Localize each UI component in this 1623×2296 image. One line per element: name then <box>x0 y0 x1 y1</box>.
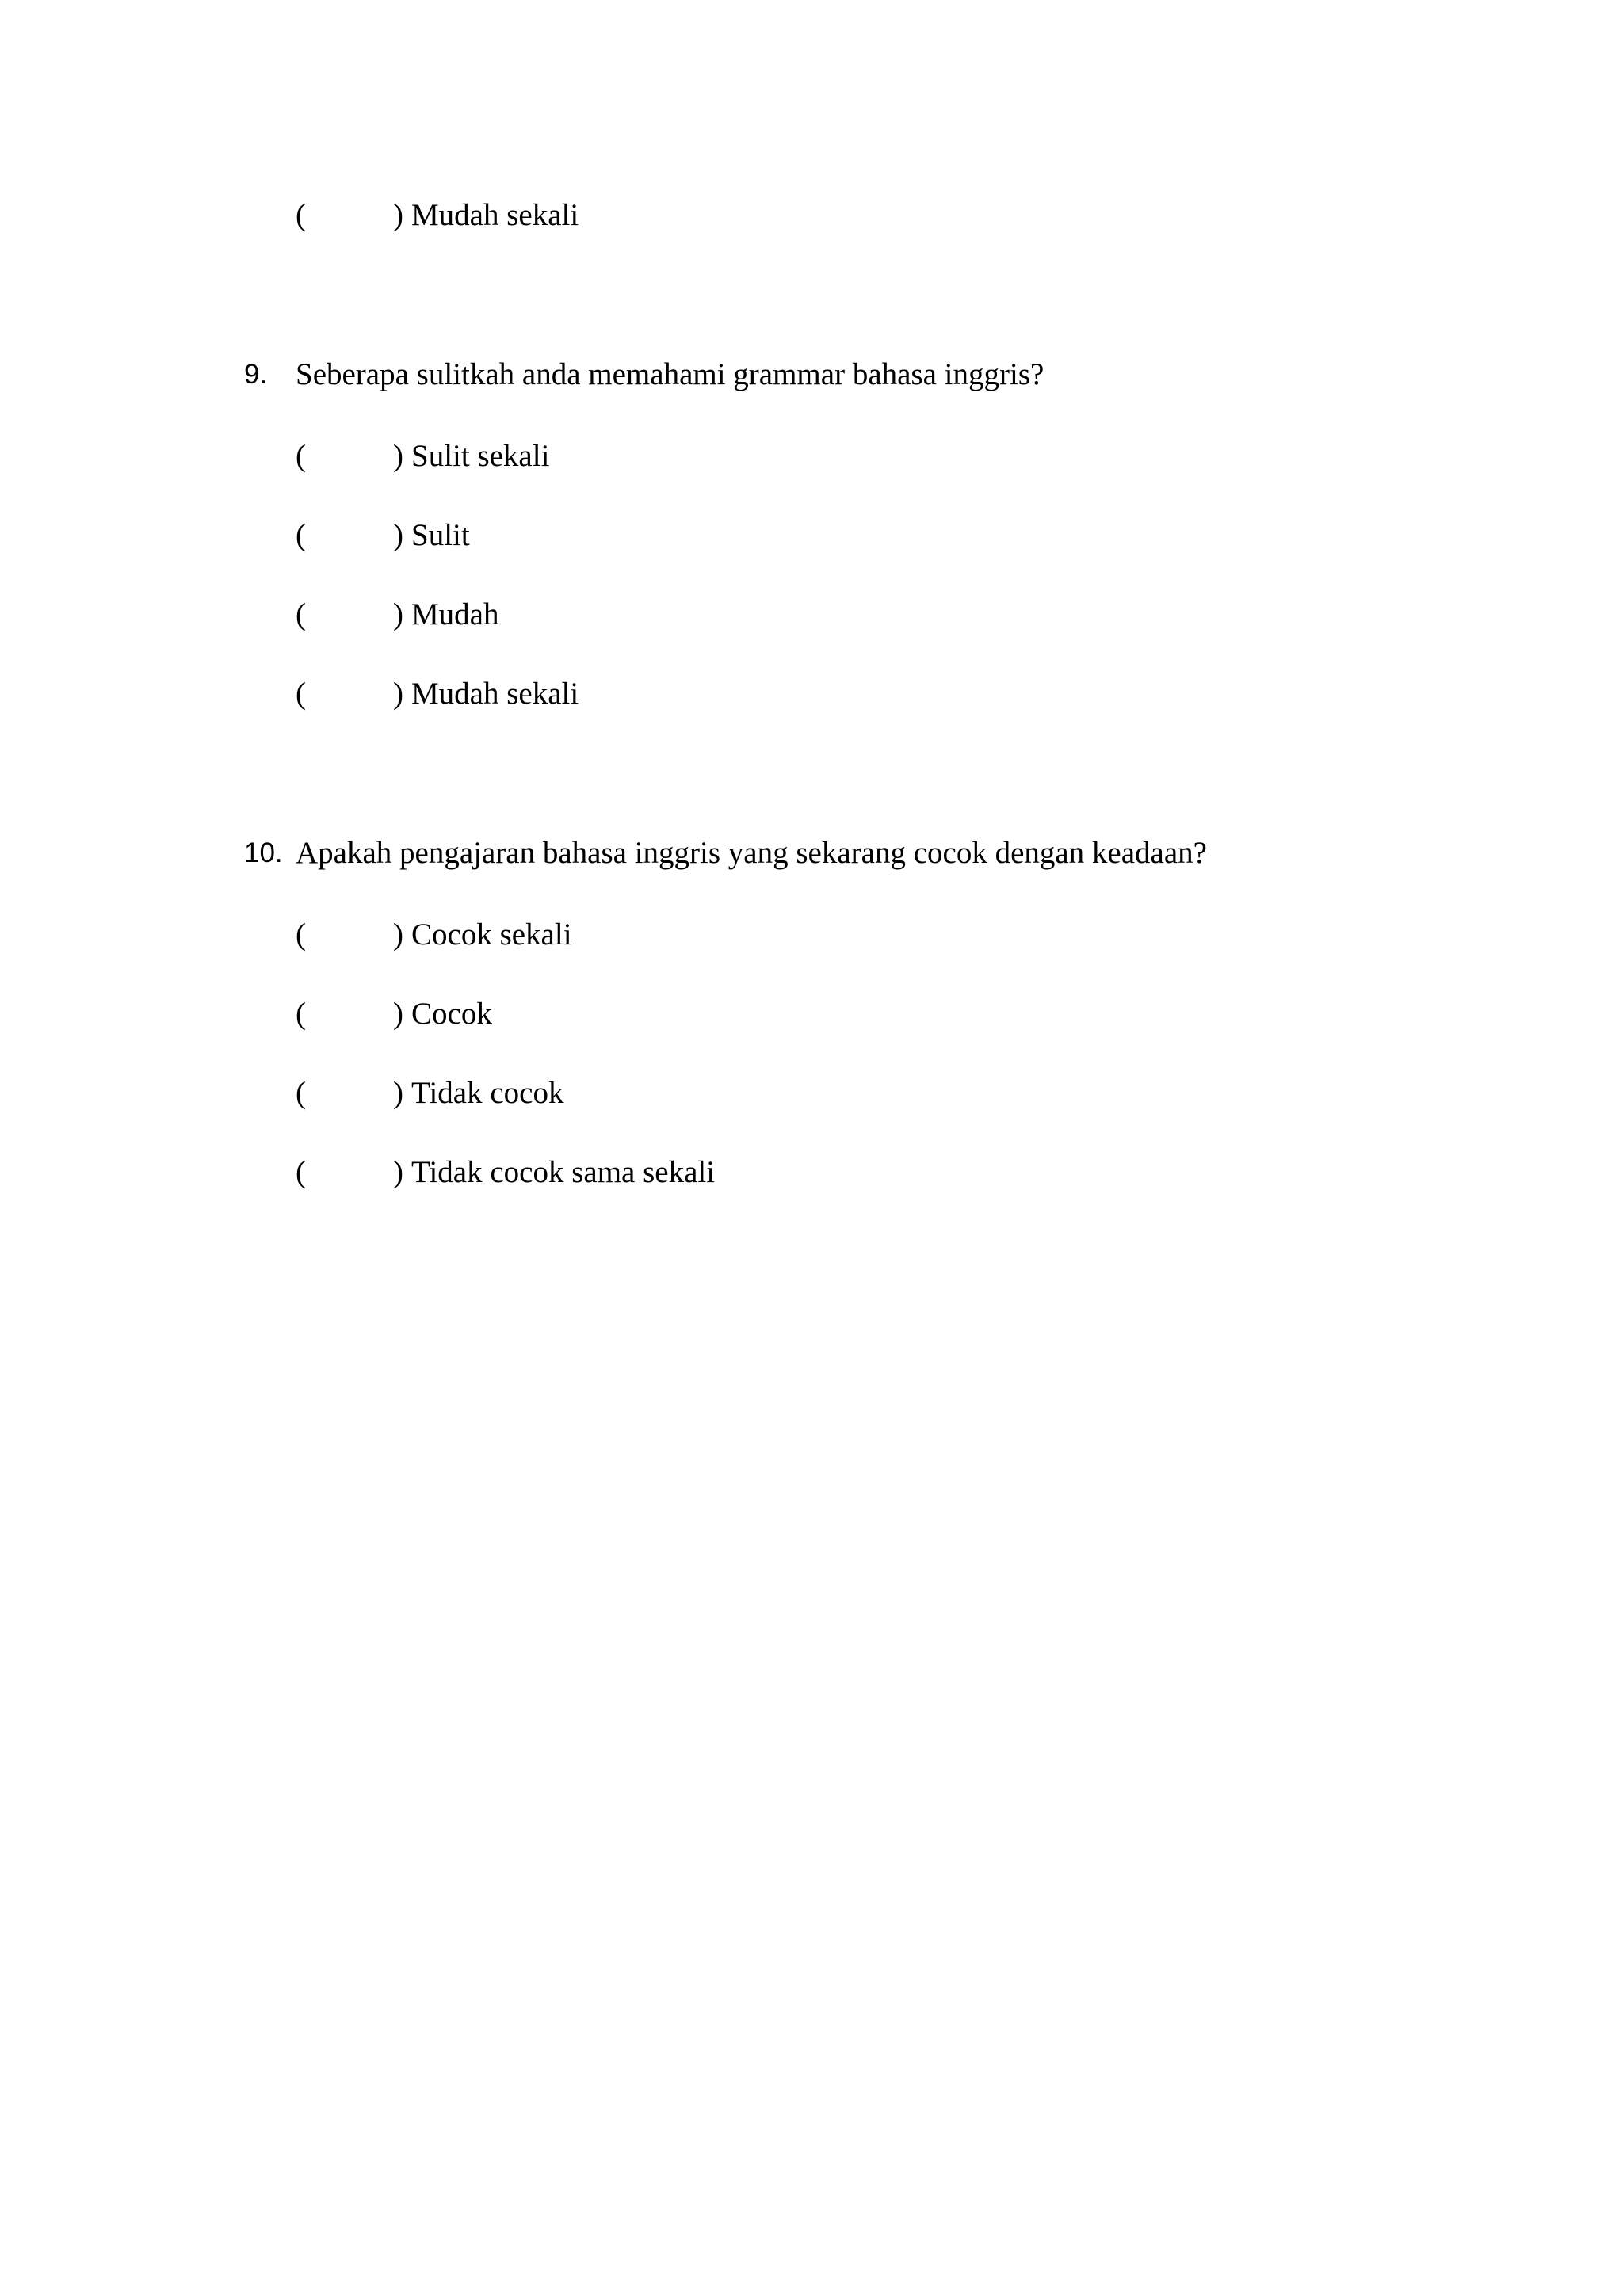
option-open-bracket[interactable]: ( <box>296 198 306 232</box>
option-open-bracket[interactable]: ( <box>296 917 306 952</box>
option-label: Cocok <box>411 997 492 1031</box>
option-open-bracket[interactable]: ( <box>296 597 306 631</box>
option-label: Mudah <box>411 597 499 631</box>
option-label: Cocok sekali <box>411 917 572 952</box>
question-number: 9. <box>244 359 268 390</box>
option-close-bracket: ) <box>393 1076 403 1110</box>
question-text: Apakah pengajaran bahasa inggris yang sekarang cocok dengan keadaan? <box>296 836 1207 870</box>
option-label: Sulit sekali <box>411 439 550 473</box>
option-open-bracket[interactable]: ( <box>296 677 306 711</box>
question-number: 10. <box>244 837 283 868</box>
option-close-bracket: ) <box>393 198 403 232</box>
option-label: Mudah sekali <box>411 677 579 711</box>
option-close-bracket: ) <box>393 997 403 1031</box>
option-close-bracket: ) <box>393 597 403 631</box>
option-close-bracket: ) <box>393 439 403 473</box>
option-label: Sulit <box>411 518 470 552</box>
option-open-bracket[interactable]: ( <box>296 439 306 473</box>
option-close-bracket: ) <box>393 1155 403 1189</box>
option-close-bracket: ) <box>393 518 403 552</box>
option-label: Mudah sekali <box>411 198 579 232</box>
option-open-bracket[interactable]: ( <box>296 518 306 552</box>
option-label: Tidak cocok <box>411 1076 564 1110</box>
option-open-bracket[interactable]: ( <box>296 997 306 1031</box>
option-open-bracket[interactable]: ( <box>296 1155 306 1189</box>
option-label: Tidak cocok sama sekali <box>411 1155 716 1189</box>
question-text: Seberapa sulitkah anda memahami grammar bahasa inggris? <box>296 357 1044 391</box>
option-close-bracket: ) <box>393 917 403 952</box>
option-open-bracket[interactable]: ( <box>296 1076 306 1110</box>
option-close-bracket: ) <box>393 677 403 711</box>
